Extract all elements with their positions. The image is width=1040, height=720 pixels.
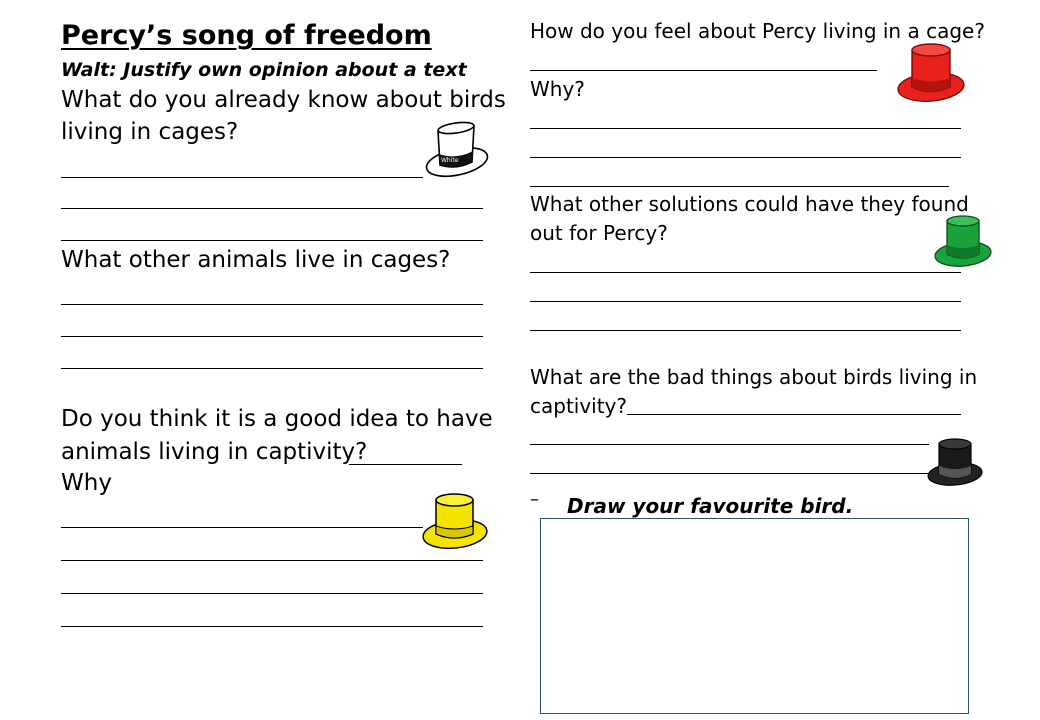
answer-line[interactable] bbox=[530, 301, 961, 302]
question-why-label: Why bbox=[61, 470, 112, 496]
answer-line[interactable] bbox=[61, 336, 483, 337]
answer-line[interactable] bbox=[530, 272, 961, 273]
answer-line[interactable] bbox=[530, 157, 961, 158]
answer-line[interactable] bbox=[61, 626, 483, 627]
answer-line[interactable] bbox=[61, 593, 483, 594]
answer-line[interactable] bbox=[530, 128, 961, 129]
drawing-box[interactable] bbox=[540, 518, 969, 714]
question-bad-things-line2: captivity? bbox=[530, 394, 628, 418]
dash-mark: – bbox=[530, 489, 539, 510]
walt-objective: Walt: Justify own opinion about a text bbox=[61, 59, 467, 81]
answer-line[interactable] bbox=[530, 186, 949, 187]
answer-line[interactable] bbox=[530, 444, 929, 445]
answer-line[interactable] bbox=[530, 330, 961, 331]
question-why-label: Why? bbox=[530, 77, 585, 101]
green-hat-icon bbox=[933, 212, 993, 270]
answer-line[interactable] bbox=[61, 208, 483, 209]
question-captivity-line2: animals living in captivity? bbox=[61, 439, 368, 465]
white-hat-label: White bbox=[441, 157, 459, 164]
white-hat-icon bbox=[422, 118, 492, 180]
question-other-animals: What other animals live in cages? bbox=[61, 247, 451, 273]
answer-line[interactable] bbox=[530, 473, 929, 474]
answer-line[interactable] bbox=[61, 240, 483, 241]
yellow-hat-icon bbox=[420, 490, 490, 554]
draw-bird-title: Draw your favourite bird. bbox=[567, 494, 854, 518]
question-birds-in-cages-line1: What do you already know about birds bbox=[61, 87, 506, 113]
question-other-solutions-line1: What other solutions could have they found bbox=[530, 192, 969, 216]
question-birds-in-cages-line2: living in cages? bbox=[61, 119, 239, 145]
question-other-solutions-line2: out for Percy? bbox=[530, 221, 668, 245]
question-feel-about-percy: How do you feel about Percy living in a cage? bbox=[530, 19, 985, 43]
worksheet-title: Percy’s song of freedom bbox=[61, 20, 432, 51]
answer-line[interactable] bbox=[627, 414, 961, 415]
black-hat-icon bbox=[926, 436, 984, 490]
answer-line[interactable] bbox=[61, 304, 483, 305]
answer-line[interactable] bbox=[349, 464, 462, 465]
answer-line[interactable] bbox=[61, 560, 483, 561]
answer-line[interactable] bbox=[530, 70, 877, 71]
answer-line[interactable] bbox=[61, 368, 483, 369]
red-hat-icon bbox=[895, 40, 967, 106]
question-bad-things-line1: What are the bad things about birds living in bbox=[530, 365, 978, 389]
question-captivity-line1: Do you think it is a good idea to have bbox=[61, 406, 493, 432]
answer-line[interactable] bbox=[61, 177, 423, 178]
answer-line[interactable] bbox=[61, 527, 423, 528]
